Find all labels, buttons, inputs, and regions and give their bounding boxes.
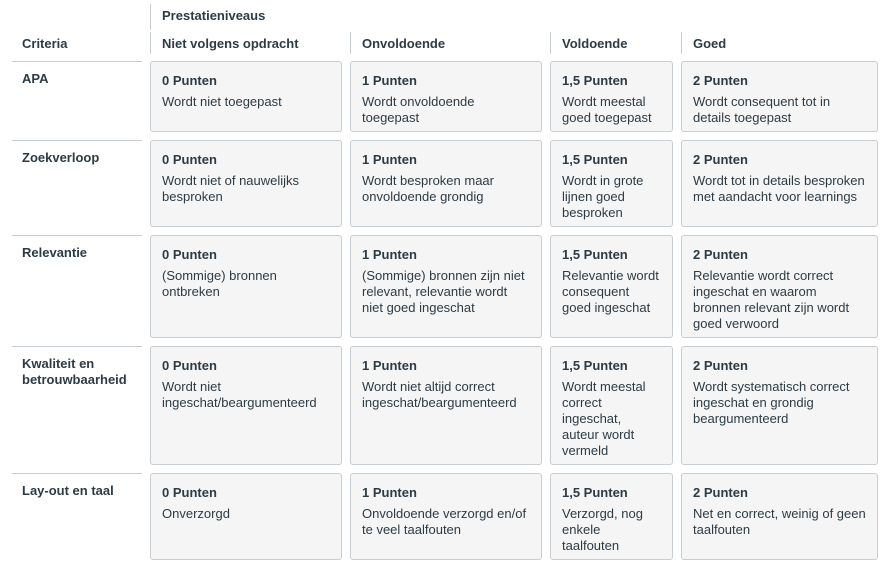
points-label: 1,5 Punten	[562, 247, 628, 262]
criterion-relevantie: Relevantie	[22, 245, 88, 260]
rating-cell[interactable]	[550, 473, 673, 560]
rating-cell[interactable]	[350, 61, 542, 132]
rating-description: Wordt in grote lijnen goed besproken	[562, 173, 644, 220]
row-divider	[12, 235, 142, 236]
points-label: 1 Punten	[362, 152, 417, 167]
rating-description: Onvoldoende verzorgd en/of te veel taalfouten	[362, 506, 527, 537]
criterion-zoekverloop: Zoekverloop	[22, 150, 100, 165]
criterion-apa: APA	[22, 71, 49, 86]
rating-description: Wordt niet ingeschat/beargumenteerd	[162, 379, 317, 410]
rating-cell[interactable]	[150, 235, 342, 338]
rating-cell[interactable]	[550, 61, 673, 132]
rating-description: Wordt meestal goed toegepast	[562, 94, 652, 125]
rating-cell[interactable]	[681, 235, 878, 338]
points-label: 1,5 Punten	[562, 485, 628, 500]
row-divider	[12, 140, 142, 141]
column-divider	[550, 32, 551, 54]
points-label: 0 Punten	[162, 247, 217, 262]
column-divider	[350, 32, 351, 54]
rating-cell[interactable]	[150, 473, 342, 560]
rating-description: (Sommige) bronnen ontbreken	[162, 268, 277, 299]
points-label: 1 Punten	[362, 358, 417, 373]
points-label: 1 Punten	[362, 247, 417, 262]
points-label: 1,5 Punten	[562, 73, 628, 88]
points-label: 2 Punten	[693, 73, 748, 88]
rating-cell[interactable]	[350, 473, 542, 560]
points-label: 0 Punten	[162, 73, 217, 88]
rating-cell[interactable]	[150, 346, 342, 465]
points-label: 1,5 Punten	[562, 358, 628, 373]
points-label: 2 Punten	[693, 152, 748, 167]
rating-description: Wordt besproken maar onvoldoende grondig	[362, 173, 494, 204]
rating-cell[interactable]	[150, 61, 342, 132]
level-header-onvoldoende: Onvoldoende	[362, 36, 446, 51]
row-divider	[12, 61, 142, 62]
points-label: 0 Punten	[162, 485, 217, 500]
points-label: 1 Punten	[362, 73, 417, 88]
criterion-kwaliteit-en-betrouwbaarheid: Kwaliteit en betrouwbaarheid	[22, 356, 127, 387]
rating-description: Wordt niet of nauwelijks besproken	[162, 173, 300, 204]
rating-cell[interactable]	[681, 346, 878, 465]
rating-cell[interactable]	[350, 235, 542, 338]
points-label: 0 Punten	[162, 152, 217, 167]
column-divider	[150, 32, 151, 54]
rating-cell[interactable]	[681, 140, 878, 227]
rating-description: Relevantie wordt correct ingeschat en waarom bronnen relevant zijn wordt goed verwoord	[693, 268, 850, 331]
level-header-niet-volgens-opdracht: Niet volgens opdracht	[162, 36, 299, 51]
rating-description: Verzorgd, nog enkele taalfouten	[562, 506, 643, 553]
rating-cell[interactable]	[681, 61, 878, 132]
rating-description: Wordt niet altijd correct ingeschat/beargumenteerd	[362, 379, 517, 410]
points-label: 2 Punten	[693, 247, 748, 262]
row-divider	[12, 346, 142, 347]
criteria-header: Criteria	[22, 36, 68, 51]
points-label: 0 Punten	[162, 358, 217, 373]
level-header-goed: Goed	[693, 36, 727, 51]
rating-cell[interactable]	[681, 473, 878, 560]
rating-description: (Sommige) bronnen zijn niet relevant, relevantie wordt niet goed ingeschat	[362, 268, 525, 315]
rating-description: Wordt consequent tot in details toegepast	[693, 94, 831, 125]
rating-cell[interactable]	[550, 346, 673, 465]
column-divider	[681, 32, 682, 54]
rating-description: Relevantie wordt consequent goed ingeschat	[562, 268, 659, 315]
row-divider	[12, 473, 142, 474]
rating-description: Wordt niet toegepast	[162, 94, 282, 109]
levels-caption: Prestatieniveaus	[162, 8, 266, 23]
column-divider	[150, 4, 151, 30]
points-label: 2 Punten	[693, 358, 748, 373]
rating-cell[interactable]	[350, 346, 542, 465]
rating-cell[interactable]	[350, 140, 542, 227]
rating-cell[interactable]	[150, 140, 342, 227]
rating-cell[interactable]	[550, 140, 673, 227]
rating-description: Onverzorgd	[162, 506, 230, 521]
points-label: 1,5 Punten	[562, 152, 628, 167]
points-label: 2 Punten	[693, 485, 748, 500]
rating-description: Wordt onvoldoende toegepast	[362, 94, 475, 125]
rating-description: Wordt meestal correct ingeschat, auteur wordt vermeld	[562, 379, 646, 458]
rating-description: Wordt systematisch correct ingeschat en grondig beargumenteerd	[693, 379, 850, 426]
points-label: 1 Punten	[362, 485, 417, 500]
rating-description: Wordt tot in details besproken met aandacht voor learnings	[693, 173, 865, 204]
rating-description: Net en correct, weinig of geen taalfouten	[693, 506, 866, 537]
criterion-lay-out-en-taal: Lay-out en taal	[22, 483, 114, 498]
rating-cell[interactable]	[550, 235, 673, 338]
level-header-voldoende: Voldoende	[562, 36, 628, 51]
